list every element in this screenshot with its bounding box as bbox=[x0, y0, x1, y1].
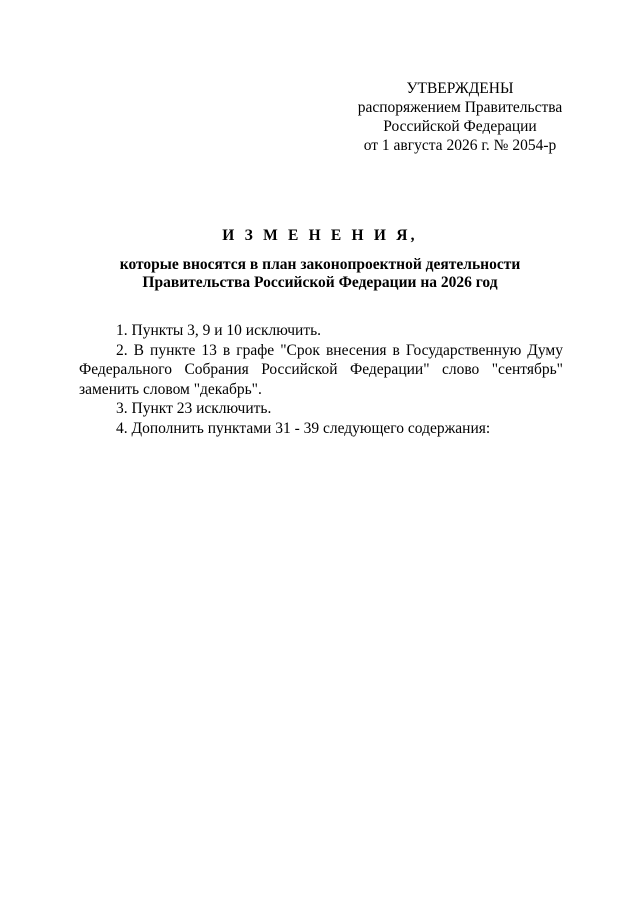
paragraph-item-1: 1. Пункты 3, 9 и 10 исключить. bbox=[116, 322, 322, 339]
approval-date-number: от 1 августа 2026 г. № 2054-р bbox=[363, 137, 557, 154]
subtitle-line-2: Правительства Российской Федерации на 2026 год bbox=[142, 274, 498, 291]
approval-title: УТВЕРЖДЕНЫ bbox=[406, 80, 514, 97]
paragraph-item-2: 2. В пункте 13 в графе "Срок внесения в Государственную Думу Федерального Собрания Российской Федерации" слово "сентябрь" заменить словом "декабрь". bbox=[79, 341, 563, 398]
approval-authority: распоряжением Правительства bbox=[357, 99, 563, 116]
document-heading bbox=[80, 226, 560, 292]
approval-stamp bbox=[340, 79, 580, 155]
document-subtitle bbox=[80, 256, 560, 292]
subtitle-line-1: которые вносятся в план законопроектной деятельности bbox=[119, 256, 521, 273]
document-body bbox=[79, 321, 563, 439]
paragraph-item-4: 4. Дополнить пунктами 31 - 39 следующего содержания: bbox=[116, 419, 491, 437]
paragraph-item-3: 3. Пункт 23 исключить. bbox=[116, 400, 272, 418]
approval-country: Российской Федерации bbox=[383, 118, 537, 135]
document-title: И З М Е Н Е Н И Я, bbox=[222, 227, 418, 244]
